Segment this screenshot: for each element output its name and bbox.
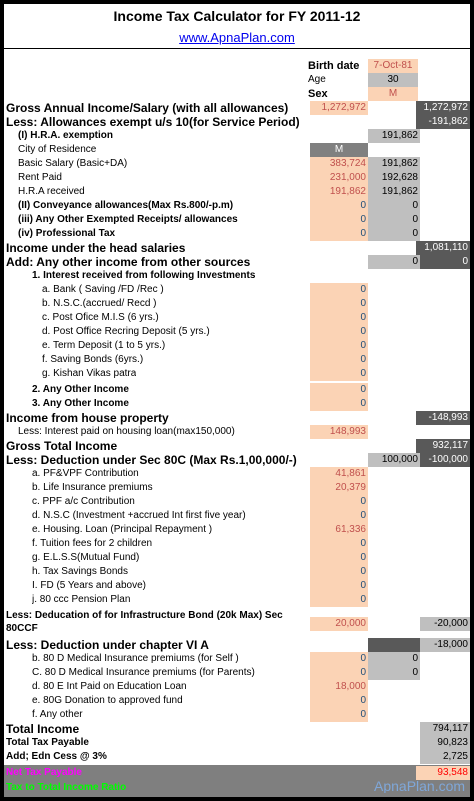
deduction-80c-input[interactable]: 20,379 — [310, 481, 368, 495]
via-item-label: f. Any other — [32, 709, 83, 720]
deduction-80c-input[interactable]: 41,861 — [310, 467, 368, 481]
hra-received-input[interactable]: 191,862 — [310, 185, 368, 199]
hra-received-calc: 191,862 — [368, 185, 420, 199]
interest-label: a. Bank ( Saving /FD /Rec ) — [42, 284, 164, 295]
basic-calc: 191,862 — [368, 157, 420, 171]
via-value: -18,000 — [420, 638, 470, 652]
deduction-80c-label: h. Tax Savings Bonds — [32, 566, 128, 577]
deduction-80c-input[interactable]: 0 — [310, 509, 368, 523]
gross-row — [4, 101, 470, 115]
less-allow-value: -191,862 — [416, 115, 470, 129]
conveyance-row — [4, 199, 470, 213]
ratio-label: Tax to Total Income Ratio — [6, 782, 127, 793]
other-income-2-row — [4, 383, 470, 397]
other-exempt-calc: 0 — [368, 213, 420, 227]
salary-income-row — [4, 241, 470, 255]
less-allow-row — [4, 115, 470, 129]
birth-row — [4, 59, 470, 73]
gross-total-value: 932,117 — [416, 439, 470, 453]
housing-loan-label: Less: Interest paid on housing loan(max150,000) — [18, 426, 235, 437]
via-item-input[interactable]: 18,000 — [310, 680, 368, 694]
interest-label: f. Saving Bonds (6yrs.) — [42, 354, 144, 365]
hra-received-row — [4, 185, 470, 199]
via-item-row — [4, 708, 470, 722]
interest-input[interactable]: 0 — [310, 283, 368, 297]
infra-bond-row — [4, 609, 470, 637]
basic-row — [4, 157, 470, 171]
other-exempt-row — [4, 213, 470, 227]
via-label: Less: Deduction under chapter VI A — [6, 638, 209, 652]
infra-bond-label-cont: 80CCF — [6, 623, 38, 634]
prof-tax-row — [4, 227, 470, 241]
housing-loan-input[interactable]: 148,993 — [310, 425, 368, 439]
city-input[interactable]: M — [310, 143, 368, 157]
via-item-input[interactable]: 0 — [310, 708, 368, 722]
gross-label: Gross Annual Income/Salary (with all allowances) — [6, 101, 289, 115]
via-item-calc: 0 — [368, 666, 420, 680]
deduction-80c-label: e. Housing. Loan (Principal Repayment ) — [32, 524, 213, 535]
calculator-body — [4, 49, 470, 765]
prof-tax-input[interactable]: 0 — [310, 227, 368, 241]
deduction-80c-row — [4, 551, 470, 565]
interest-label: e. Term Deposit (1 to 5 yrs.) — [42, 340, 166, 351]
other-income-3-label: 3. Any Other Income — [32, 398, 129, 409]
interest-input[interactable]: 0 — [310, 367, 368, 381]
via-item-label: d. 80 E Int Paid on Education Loan — [32, 681, 187, 692]
rent-calc: 192,628 — [368, 171, 420, 185]
deduction-80c-row — [4, 523, 470, 537]
interest-label: c. Post Ofice M.I.S (6 yrs.) — [42, 312, 159, 323]
deduction-80c-row — [4, 565, 470, 579]
salary-income-label: Income under the head salaries — [6, 241, 186, 255]
basic-input[interactable]: 383,724 — [310, 157, 368, 171]
hra-row — [4, 129, 470, 143]
city-label: City of Residence — [18, 144, 97, 155]
sec80c-label: Less: Deduction under Sec 80C (Max Rs.1,00,000/-) — [6, 453, 297, 467]
house-value: -148,993 — [416, 411, 470, 425]
infra-bond-value: -20,000 — [420, 617, 470, 631]
via-item-input[interactable]: 0 — [310, 666, 368, 680]
deduction-80c-row — [4, 593, 470, 607]
via-item-row — [4, 666, 470, 680]
less-allow-label: Less: Allowances exempt u/s 10(for Service Period) — [6, 115, 300, 129]
other-exempt-input[interactable]: 0 — [310, 213, 368, 227]
deduction-80c-input[interactable]: 0 — [310, 537, 368, 551]
interest-input[interactable]: 0 — [310, 311, 368, 325]
total-tax-row — [4, 736, 470, 750]
sec80c-value: -100,000 — [420, 453, 470, 467]
conveyance-input[interactable]: 0 — [310, 199, 368, 213]
via-item-label: C. 80 D Medical Insurance premiums (for Parents) — [32, 667, 255, 678]
interest-row — [4, 339, 470, 353]
deduction-80c-row — [4, 467, 470, 481]
site-link[interactable]: www.ApnaPlan.com — [4, 28, 470, 48]
total-income-value: 794,117 — [420, 722, 470, 736]
hra-label: (I) H.R.A. exemption — [18, 130, 114, 141]
interest-label: d. Post Office Recring Deposit (5 yrs.) — [42, 326, 210, 337]
interest-input[interactable]: 0 — [310, 325, 368, 339]
gross-input[interactable]: 1,272,972 — [310, 101, 368, 115]
rent-label: Rent Paid — [18, 172, 62, 183]
total-income-row — [4, 722, 470, 736]
sex-input[interactable]: M — [368, 87, 418, 101]
deduction-80c-input[interactable]: 0 — [310, 579, 368, 593]
add-other-label: Add: Any other income from other sources — [6, 255, 251, 269]
age-value: 30 — [368, 73, 418, 87]
sex-label: Sex — [308, 88, 328, 100]
conveyance-calc: 0 — [368, 199, 420, 213]
housing-loan-row — [4, 425, 470, 439]
deduction-80c-input[interactable]: 61,336 — [310, 523, 368, 537]
gross-total-label: Gross Total Income — [6, 439, 118, 453]
deduction-80c-input[interactable]: 0 — [310, 551, 368, 565]
deduction-80c-row — [4, 509, 470, 523]
add-other-calc: 0 — [368, 255, 420, 269]
total-income-label: Total Income — [6, 722, 80, 736]
age-label: Age — [308, 74, 326, 85]
prof-tax-label: (iv) Professional Tax — [18, 228, 116, 239]
page-title: Income Tax Calculator for FY 2011-12 — [4, 4, 470, 28]
net-tax-row — [4, 766, 470, 780]
cess-label: Add; Edn Cess @ 3% — [6, 751, 107, 762]
rent-row — [4, 171, 470, 185]
deduction-80c-row — [4, 579, 470, 593]
rent-input[interactable]: 231,000 — [310, 171, 368, 185]
other-income-2-label: 2. Any Other Income — [32, 384, 129, 395]
via-row — [4, 638, 470, 652]
deduction-80c-label: c. PPF a/c Contribution — [32, 496, 135, 507]
via-spacer — [368, 638, 420, 652]
birth-input[interactable]: 7-Oct-81 — [368, 59, 418, 73]
deduction-80c-label: a. PF&VPF Contribution — [32, 468, 139, 479]
total-tax-value: 90,823 — [420, 736, 470, 750]
infra-bond-input[interactable]: 20,000 — [310, 617, 368, 631]
via-item-row — [4, 694, 470, 708]
deduction-80c-label: f. Tuition fees for 2 children — [32, 538, 153, 549]
deduction-80c-label: j. 80 ccc Pension Plan — [32, 594, 131, 605]
interest-row — [4, 283, 470, 297]
interest-row — [4, 353, 470, 367]
via-item-label: b. 80 D Medical Insurance premiums (for Self ) — [32, 653, 239, 664]
basic-label: Basic Salary (Basic+DA) — [18, 158, 128, 169]
interest-input[interactable]: 0 — [310, 339, 368, 353]
add-other-value: 0 — [420, 255, 470, 269]
city-row — [4, 143, 470, 157]
deduction-80c-label: d. N.S.C (Investment +accrued Int first five year) — [32, 510, 246, 521]
gross-total: 1,272,972 — [416, 101, 470, 115]
gross-total-row — [4, 439, 470, 453]
total-tax-label: Total Tax Payable — [6, 737, 89, 748]
ratio-row — [4, 781, 470, 795]
deduction-80c-input[interactable]: 0 — [310, 565, 368, 579]
via-item-row — [4, 652, 470, 666]
house-row — [4, 411, 470, 425]
hra-received-label: H.R.A received — [18, 186, 85, 197]
deduction-80c-row — [4, 537, 470, 551]
deduction-80c-label: b. Life Insurance premiums — [32, 482, 153, 493]
hra-value: 191,862 — [368, 129, 420, 143]
interest-row — [4, 297, 470, 311]
deduction-80c-row — [4, 495, 470, 509]
via-item-label: e. 80G Donation to approved fund — [32, 695, 183, 706]
conveyance-label: (II) Conveyance allowances(Max Rs.800/-p.m) — [18, 200, 234, 211]
other-income-3-input[interactable]: 0 — [310, 397, 368, 411]
cess-value: 2,725 — [420, 750, 470, 764]
interest-head-row — [4, 269, 470, 283]
deduction-80c-input[interactable]: 0 — [310, 495, 368, 509]
deduction-80c-row — [4, 481, 470, 495]
salary-income-value: 1,081,110 — [416, 241, 470, 255]
add-other-row — [4, 255, 470, 269]
watermark: ApnaPlan.com — [374, 779, 466, 793]
sex-row — [4, 87, 470, 101]
sec80c-calc: 100,000 — [368, 453, 420, 467]
interest-label: b. N.S.C.(accrued/ Recd ) — [42, 298, 157, 309]
interest-input[interactable]: 0 — [310, 353, 368, 367]
age-row — [4, 73, 470, 87]
deduction-80c-label: g. E.L.S.S(Mutual Fund) — [32, 552, 140, 563]
via-item-input[interactable]: 0 — [310, 652, 368, 666]
net-tax-value: 93,548 — [416, 766, 470, 780]
deduction-80c-input[interactable]: 0 — [310, 593, 368, 607]
prof-tax-calc: 0 — [368, 227, 420, 241]
other-income-3-row — [4, 397, 470, 411]
interest-row — [4, 367, 470, 381]
via-item-calc: 0 — [368, 652, 420, 666]
cess-row — [4, 750, 470, 764]
other-exempt-label: (iii) Any Other Exempted Receipts/ allowances — [18, 214, 238, 225]
infra-bond-label: Less: Deducation of for Infrastructure Bond (20k Max) Sec — [6, 610, 283, 621]
via-item-input[interactable]: 0 — [310, 694, 368, 708]
summary-footer — [4, 765, 470, 797]
interest-row — [4, 325, 470, 339]
other-income-2-input[interactable]: 0 — [310, 383, 368, 397]
net-tax-label: Net Tax Payable — [6, 767, 82, 778]
house-label: Income from house property — [6, 411, 169, 425]
interest-input[interactable]: 0 — [310, 297, 368, 311]
sec80c-row — [4, 453, 470, 467]
deduction-80c-label: I. FD (5 Years and above) — [32, 580, 146, 591]
interest-label: g. Kishan Vikas patra — [42, 368, 137, 379]
interest-row — [4, 311, 470, 325]
via-item-row — [4, 680, 470, 694]
birth-label: Birth date — [308, 60, 360, 72]
interest-head-label: 1. Interest received from following Investments — [32, 270, 256, 281]
